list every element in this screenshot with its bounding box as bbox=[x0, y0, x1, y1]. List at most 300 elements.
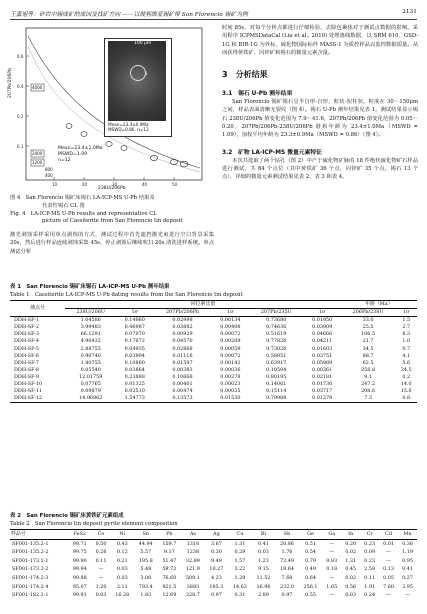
weighted-mean: Mean=23.3±0.9Ma bbox=[108, 122, 149, 127]
table-cell: 0.03864 bbox=[124, 366, 145, 373]
table-cell: 0.03 bbox=[116, 566, 128, 573]
table-cell: 99.90 bbox=[72, 557, 87, 564]
table-cell: DDH-SF-3 bbox=[14, 331, 40, 338]
column-header: Cu bbox=[236, 531, 244, 537]
table-cell: 9.17 bbox=[163, 549, 175, 556]
table-cell: 72.49 bbox=[279, 557, 294, 564]
table-cell: 0.05989 bbox=[312, 359, 333, 366]
table-row bbox=[10, 331, 417, 338]
table-cell: 99.71 bbox=[72, 540, 87, 547]
table-cell: 0.17672 bbox=[124, 338, 145, 345]
table-cell: 10.27 bbox=[209, 566, 224, 573]
table-cell: 0.41 bbox=[258, 540, 269, 547]
table-cell: 0.46987 bbox=[124, 324, 145, 331]
table-cell: 0.02510 bbox=[124, 388, 145, 395]
figure-4-caption bbox=[10, 195, 215, 226]
table-cell: 0.79988 bbox=[266, 395, 287, 402]
table-cell: 0.02868 bbox=[172, 345, 193, 352]
cl-image-inset bbox=[104, 38, 172, 137]
table-cell: 0.00134 bbox=[220, 317, 241, 324]
table-cell: 1318 bbox=[186, 540, 200, 547]
table-cell: 0.09879 bbox=[80, 388, 101, 395]
section-3-heading: 3 分析结果 bbox=[222, 70, 268, 80]
table-cell: 20.86 bbox=[279, 540, 294, 547]
table-cell: 7.3 bbox=[364, 395, 372, 402]
table-cell: — bbox=[329, 549, 335, 556]
table-row bbox=[10, 574, 417, 583]
table-cell: DDH-SF-5 bbox=[14, 345, 40, 352]
sub-header: 238U/206U bbox=[76, 309, 105, 316]
svg-text:30: 30 bbox=[112, 182, 118, 187]
table-cell: 0.13 bbox=[383, 566, 394, 573]
table-cell: DDH-SF-10 bbox=[14, 381, 43, 388]
section-3-1-text: San Florencio 锡矿锡石呈半自形-自形，粒状-短柱状，粒度在 30～150μm 之间，样品表面清晰无裂纹（图 4）。锡石 U-Pb 测年结果见表 1。测试结果显示锡石 238U/206Pb 值变化范围为 7.9～41.6，207Pb/206Pb 值变化范围为 0.05～0.20，207Pb/206Pb-238U/206Pb 谐和年龄为 23.4±1.0Ma（MSWD = 1.09），加权平均年龄为 23.3±0.9Ma（MSWD = 0.86）（图 4）。 bbox=[222, 99, 418, 139]
sub-header: 206Pb/238U bbox=[352, 309, 384, 316]
table-cell: 0.64 bbox=[305, 574, 316, 581]
table-cell: — bbox=[98, 574, 104, 581]
table-cell: 2.11 bbox=[116, 583, 128, 590]
age-label-1200: 1200 bbox=[32, 160, 43, 165]
table-1-title-cn: 表 1 San Florencio 锡矿床锡石 LA-ICP-MS U-Pb 测年结果 bbox=[10, 284, 170, 290]
table-cell: 25.5 bbox=[362, 324, 374, 331]
table-cell: 0.03909 bbox=[312, 324, 333, 331]
table-row bbox=[10, 381, 417, 388]
table-cell: 0.36 bbox=[402, 540, 413, 547]
col-age: 年龄（Ma） bbox=[341, 301, 417, 309]
table-cell: 0.00036 bbox=[220, 366, 241, 373]
table-cell: 0.2 bbox=[402, 373, 411, 380]
running-header-title: 王嘉旭等：矽岩中锡成矿的成因及找矿方向 ——以玻利维亚锡矿带 San Florencio 锡矿为例 bbox=[10, 12, 248, 18]
table-cell: 0.03751 bbox=[312, 352, 333, 359]
table-cell: 2.88755 bbox=[80, 345, 101, 352]
table-cell: 921.5 bbox=[162, 583, 177, 590]
table-cell: 0.10860 bbox=[124, 359, 145, 366]
table-cell: 16.96 bbox=[256, 583, 271, 590]
table-row bbox=[10, 583, 417, 592]
table-2-title-cn: 表 2 San Florencio 锡矿床黄铁矿元素组成 bbox=[10, 513, 124, 519]
table-cell: 0.03 bbox=[345, 592, 357, 599]
table-cell: 0.83 bbox=[326, 557, 338, 564]
table-cell: 14.0 bbox=[400, 381, 412, 388]
table-cell: — bbox=[386, 549, 391, 556]
table-cell: 0.14061 bbox=[266, 381, 287, 388]
section-3-1-heading: 3.1 锡石 U-Pb 测年结果 bbox=[222, 91, 293, 98]
table-cell: 99.94 bbox=[72, 566, 87, 573]
right-column bbox=[222, 24, 418, 182]
table-cell: 208.6 bbox=[361, 388, 376, 395]
table-row bbox=[10, 395, 417, 403]
column-header: Ni bbox=[119, 531, 126, 537]
table-cell: SF001-173.2-1 bbox=[12, 557, 49, 564]
column-header: Cd bbox=[385, 531, 392, 537]
column-header: Sb bbox=[283, 531, 291, 537]
table-cell: 1.29 bbox=[234, 574, 246, 581]
table-cell: 1.76 bbox=[281, 549, 293, 556]
sub-header: 1σ bbox=[318, 309, 326, 316]
figure-4 bbox=[8, 26, 204, 192]
table-cell: 0.50 bbox=[95, 540, 107, 547]
caption-cn-line2: 代表性锡石 CL 图 bbox=[42, 202, 85, 209]
age-label-400: 400 bbox=[45, 173, 53, 178]
table-cell: DDH-SF-4 bbox=[14, 338, 40, 345]
table-cell: 12.01759 bbox=[79, 373, 103, 380]
table-2-title-en: Table 2 San Florencio tin deposit pyrite element composition bbox=[10, 521, 178, 527]
table-cell: 793.4 bbox=[138, 583, 153, 590]
column-header: Ag bbox=[213, 531, 220, 537]
table-cell: 0.00929 bbox=[172, 331, 193, 338]
table-cell: 3.99483 bbox=[80, 324, 101, 331]
age-label-2400: 2400 bbox=[32, 151, 43, 156]
table-cell: 8.3 bbox=[402, 331, 411, 338]
table-cell: 9.49 bbox=[210, 557, 222, 564]
table-cell: 0.00072 bbox=[220, 331, 241, 338]
table-cell: 3.22 bbox=[234, 566, 246, 573]
table-cell: 0.02181 bbox=[312, 373, 333, 380]
table-cell: — bbox=[98, 566, 104, 573]
table-row bbox=[10, 591, 417, 600]
right-paragraph-1: 时间 85s，对每个分析点都进行仔细检验，去除包裹体对于测试点数据的影响。采用程序 ICPMSDataCal (Liu et al., 2010) 处理离线数据，以 SRM 610、GSD-1G 和 BIR-1G 为外标，硫化物国际标样 MASS-1 为质控样品以监控数据质量。从而获得黄铁矿、闪锌矿和锡石的微量元素含量。 bbox=[222, 25, 418, 56]
cathodoluminescence-image bbox=[108, 41, 166, 121]
table-row bbox=[10, 360, 417, 367]
table-2 bbox=[10, 529, 417, 600]
table-cell: 11.52 bbox=[256, 574, 271, 581]
table-cell: 0.74636 bbox=[266, 324, 287, 331]
table-cell: 7.60 bbox=[383, 583, 394, 590]
table-cell: 0.02 bbox=[345, 549, 357, 556]
section-3-2-heading: 3.2 矿物 LA-ICP-MS 微量元素特征 bbox=[222, 149, 322, 156]
table-cell: 195.8 bbox=[138, 557, 153, 564]
column-header: Bi bbox=[260, 531, 267, 537]
svg-text:0.2: 0.2 bbox=[17, 114, 24, 119]
table-cell: 0.7 bbox=[402, 345, 411, 352]
spot-number: 1 bbox=[145, 71, 148, 76]
caption-cn-line1: 图 4 San Florencio 锡矿床锡石 LA-ICP-MS U-Pb 结果及 bbox=[10, 195, 155, 201]
table-cell: 0.55 bbox=[305, 592, 316, 599]
table-cell: 0.12 bbox=[116, 549, 128, 556]
concordia-stats bbox=[58, 146, 103, 164]
table-cell: 0.90740 bbox=[80, 352, 101, 359]
table-cell: 18.64 bbox=[279, 566, 294, 573]
table-cell: 2.7 bbox=[402, 324, 411, 331]
table-cell: 0.05 bbox=[383, 574, 394, 581]
table-cell: 0.00023 bbox=[220, 381, 241, 388]
table-cell: 0.01116 bbox=[172, 352, 193, 359]
table-cell: 14.63 bbox=[232, 583, 247, 590]
table-cell: 0.51619 bbox=[266, 331, 287, 338]
table-row bbox=[10, 346, 417, 353]
sub-header: 1σ bbox=[403, 309, 410, 316]
table-cell: 1.20 bbox=[95, 583, 107, 590]
table-cell: 0.43 bbox=[116, 540, 128, 547]
svg-text:40: 40 bbox=[142, 182, 148, 187]
table-cell: 0.10504 bbox=[266, 366, 287, 373]
page-number: 2131 bbox=[402, 9, 417, 15]
table-cell: 3.95 bbox=[402, 583, 413, 590]
concordia-mswd: MSWD=1.09 bbox=[58, 152, 88, 157]
table-cell: 3893 bbox=[186, 583, 200, 590]
table-cell: 1.5 bbox=[402, 317, 411, 324]
table-cell: 0.24 bbox=[364, 592, 376, 599]
table-cell: DDH-SF-2 bbox=[14, 324, 40, 331]
table-cell: 0.01736 bbox=[312, 381, 333, 388]
table-cell: 0.02998 bbox=[172, 317, 193, 324]
table-cell: 5.6 bbox=[402, 359, 411, 366]
table-cell: 0.95 bbox=[402, 557, 413, 564]
table-cell: — bbox=[329, 540, 335, 547]
x-axis-label: 238U/206Pb bbox=[98, 186, 126, 191]
table-row bbox=[10, 548, 417, 557]
table-cell: DDH-SF-7 bbox=[14, 359, 40, 366]
table-cell: 0.11 bbox=[364, 574, 376, 581]
table-cell: 1.57 bbox=[234, 557, 246, 564]
table-cell: 0.00401 bbox=[172, 381, 193, 388]
table-cell: 0.00209 bbox=[220, 338, 241, 345]
table-cell: 0.54 bbox=[305, 549, 316, 556]
table-cell: 2.59 bbox=[364, 566, 376, 573]
table-cell: 258.8 bbox=[361, 366, 376, 373]
table-cell: 0.27 bbox=[402, 574, 413, 581]
table-cell: 0.20 bbox=[345, 540, 357, 547]
table-cell: 247.2 bbox=[361, 381, 376, 388]
table-cell: 185.3 bbox=[209, 583, 224, 590]
table-1-body bbox=[10, 317, 417, 403]
table-cell: 0.18 bbox=[326, 566, 338, 573]
table-cell: 24.5 bbox=[400, 366, 412, 373]
left-paragraph: 激光剥蚀采样采用单点剥蚀的方式，测试过程中首先遮挡激光束进行空白背景采集 20s，然后进行样品连续剥蚀采集 45s，停止剥蚀后继续吹扫 20s 清洗进样系统。单点测试分析 bbox=[10, 232, 214, 255]
table-cell: 0.07070 bbox=[124, 331, 145, 338]
table-cell: 15.6 bbox=[400, 388, 412, 395]
table-cell: 0.79 bbox=[305, 557, 316, 564]
sub-header: 207Pb/235U bbox=[260, 309, 292, 316]
table-row bbox=[10, 324, 417, 331]
table-row bbox=[10, 557, 417, 566]
table-cell: SF001-174.2-4 bbox=[12, 583, 49, 590]
col-spot: 测点号 bbox=[10, 301, 65, 317]
table-cell: 0.00278 bbox=[220, 373, 241, 380]
table-cell: 0.04570 bbox=[172, 338, 193, 345]
table-cell: 44.94 bbox=[138, 540, 153, 547]
table-cell: 99.91 bbox=[72, 592, 87, 599]
table-cell: 0.26 bbox=[95, 549, 107, 556]
table-cell: 2.89 bbox=[258, 592, 269, 599]
table-cell: 0.41 bbox=[402, 566, 413, 573]
table-row bbox=[10, 565, 417, 574]
table-cell: 159.7 bbox=[162, 540, 177, 547]
concordia-n: n=12 bbox=[58, 158, 71, 163]
table-cell: 1.40755 bbox=[80, 359, 101, 366]
table-cell: 12.69 bbox=[162, 592, 177, 599]
table-cell: 1.83 bbox=[140, 592, 152, 599]
table-cell: 0.04666 bbox=[312, 331, 333, 338]
table-cell: 0.00072 bbox=[220, 352, 241, 359]
column-header: Ga bbox=[328, 531, 336, 537]
table-cell: 1238 bbox=[186, 549, 200, 556]
table-cell: 0.04935 bbox=[124, 345, 145, 352]
table-cell: 0.77826 bbox=[266, 338, 287, 345]
table-cell: 4.23 bbox=[210, 574, 222, 581]
table-cell: 1.0 bbox=[402, 338, 411, 345]
table-cell: — bbox=[386, 557, 391, 564]
table-cell: 0.01597 bbox=[172, 359, 193, 366]
table-cell: 0.49 bbox=[305, 566, 316, 573]
table-cell: 32.89 bbox=[185, 557, 200, 564]
caption-en-line1: Fig. 4 LA-ICP-MS U-Pb results and representative CL bbox=[10, 210, 157, 217]
svg-text:0.6: 0.6 bbox=[17, 54, 24, 59]
table-cell: 0.15114 bbox=[266, 388, 287, 395]
table-cell: 0.09 bbox=[364, 549, 376, 556]
table-cell: 0.03 bbox=[116, 574, 128, 581]
table-cell: 0.97 bbox=[210, 592, 222, 599]
table-cell: 0.01325 bbox=[124, 381, 145, 388]
table-cell: 0.00383 bbox=[172, 366, 193, 373]
table-cell: 0.45 bbox=[345, 566, 357, 573]
table-cell: 0.07765 bbox=[80, 381, 101, 388]
table-2-header-row bbox=[10, 530, 417, 540]
table-cell: 0.01530 bbox=[220, 395, 241, 402]
age-label-4000: 4000 bbox=[32, 85, 43, 90]
table-cell: 33.0 bbox=[362, 317, 374, 324]
table-cell: 0.23 bbox=[364, 540, 376, 547]
table-cell: 0.29 bbox=[234, 549, 246, 556]
table-cell: 0.10668 bbox=[172, 373, 193, 380]
table-cell: 0.03882 bbox=[172, 324, 193, 331]
weighted-mswd: MSWD=0.86, n=12 bbox=[108, 127, 149, 133]
table-cell: 0.00059 bbox=[220, 345, 241, 352]
table-cell: 59.72 bbox=[162, 566, 177, 573]
table-cell: 88.7 bbox=[362, 352, 374, 359]
table-cell: 0.14960 bbox=[124, 317, 145, 324]
table-cell: 3.08 bbox=[140, 574, 152, 581]
analysis-spot bbox=[130, 65, 146, 81]
table-cell: 0.01 bbox=[383, 540, 394, 547]
table-1-title-en: Table 1 Cassiterite LA-ICP-MS U-Pb dating results from the San Florencio tin deposit bbox=[10, 292, 243, 298]
table-cell: 0.8 bbox=[402, 395, 411, 402]
table-cell: 0.63917 bbox=[266, 359, 287, 366]
table-cell: 0.30 bbox=[210, 549, 222, 556]
table-2-body bbox=[10, 539, 417, 600]
table-cell: 0.04211 bbox=[312, 338, 333, 345]
table-cell: 62.5 bbox=[362, 359, 374, 366]
table-cell: 1.31 bbox=[234, 540, 246, 547]
running-header bbox=[10, 7, 417, 20]
table-cell: 16.28 bbox=[115, 592, 130, 599]
table-cell: DDH-SF-12 bbox=[14, 395, 43, 402]
table-row bbox=[10, 367, 417, 374]
column-header: FeS2 bbox=[73, 531, 87, 537]
column-header: Cr bbox=[366, 531, 373, 537]
table-cell: 0.02 bbox=[345, 574, 357, 581]
table-cell: 328.7 bbox=[185, 592, 200, 599]
table-cell: 509.1 bbox=[185, 574, 200, 581]
table-cell: 99.75 bbox=[72, 549, 87, 556]
svg-text:0.4: 0.4 bbox=[17, 84, 24, 89]
table-cell: 0.00035 bbox=[220, 388, 241, 395]
table-cell: SF001-135.2-2 bbox=[12, 549, 49, 556]
table-cell: 0.01603 bbox=[312, 345, 333, 352]
table-cell: SF001-135.2-1 bbox=[12, 540, 49, 547]
sub-header: 1σ bbox=[131, 309, 138, 316]
table-cell: SF001-174.2-3 bbox=[12, 574, 49, 581]
table-cell: 0.97 bbox=[281, 592, 293, 599]
table-cell: 7.68 bbox=[281, 574, 293, 581]
table-cell: 0.21 bbox=[116, 557, 128, 564]
table-cell: 0.73026 bbox=[266, 345, 287, 352]
scale-bar-label: 100 μm bbox=[134, 41, 152, 46]
column-header: Sn bbox=[142, 531, 150, 537]
table-cell: 0.00474 bbox=[172, 388, 193, 395]
table-row bbox=[10, 338, 417, 345]
table-cell: 9.1 bbox=[364, 373, 372, 380]
table-cell: 106.5 bbox=[361, 331, 376, 338]
table-cell: 1.65 bbox=[326, 583, 338, 590]
table-cell: 0.03 bbox=[258, 549, 269, 556]
table-cell: — bbox=[405, 592, 410, 599]
table-cell: DDH-SF-11 bbox=[14, 388, 43, 395]
table-cell: 1.19 bbox=[402, 549, 413, 556]
table-1-block bbox=[10, 283, 417, 403]
table-cell: 0.05540 bbox=[80, 366, 101, 373]
table-cell: 34.5 bbox=[362, 345, 374, 352]
table-cell: 66.1291 bbox=[80, 331, 101, 338]
table-cell: 0.23888 bbox=[124, 373, 145, 380]
column-header: Co bbox=[97, 531, 105, 537]
table-cell: — bbox=[329, 574, 335, 581]
table-cell: — bbox=[386, 592, 391, 599]
table-cell: 0.03994 bbox=[124, 352, 145, 359]
table-cell: SF001-173.2-2 bbox=[12, 566, 49, 573]
table-cell: 3.67 bbox=[210, 540, 222, 547]
table-cell: 0.01278 bbox=[312, 395, 333, 402]
y-axis-label: 207Pb/206Pb bbox=[8, 68, 13, 98]
col-isotope-ratio: 同位素比值 bbox=[65, 301, 340, 309]
column-header: Ge bbox=[307, 531, 314, 537]
column-header: Mn bbox=[403, 531, 412, 537]
table-cell: DDH-SF-8 bbox=[14, 366, 40, 373]
svg-text:20: 20 bbox=[82, 182, 88, 187]
table-cell: 0.00361 bbox=[312, 366, 333, 373]
table-cell: 1.04586 bbox=[80, 317, 101, 324]
table-cell: 0.00408 bbox=[220, 324, 241, 331]
table-row bbox=[10, 353, 417, 360]
age-label-800: 800 bbox=[45, 167, 53, 172]
table-cell: 256.1 bbox=[303, 583, 318, 590]
table-cell: 0.51 bbox=[305, 540, 316, 547]
section-3-2-text: 本次共选取了两个钻孔（图 2）中产于硫化物矿脉的 18 件绝状硫化物矿石样品进行测试，共 84 个点位（其中黄铁矿 36 个点，闪锌矿 35 个点，锡石 13 个点），详细的微量元素测试结果见表 2、表 3 和表 4。 bbox=[222, 157, 418, 181]
table-cell: 76.60 bbox=[162, 574, 177, 581]
concordia-mean: Mean=23.4±1.0Ma bbox=[58, 146, 103, 151]
table-cell: 0.23 bbox=[364, 557, 376, 564]
table-cell: 0.58951 bbox=[266, 352, 287, 359]
table-cell: 0.31 bbox=[234, 592, 246, 599]
table-1 bbox=[10, 300, 417, 403]
table-cell: 99.88 bbox=[72, 574, 87, 581]
table-cell: 0.80195 bbox=[266, 373, 287, 380]
table-cell: 0.11 bbox=[95, 557, 107, 564]
table-row bbox=[10, 388, 417, 395]
table-cell: 1.23 bbox=[258, 557, 269, 564]
table-cell: 4.90432 bbox=[80, 338, 101, 345]
table-cell: 9.15 bbox=[258, 566, 269, 573]
table-cell: DDH-SF-9 bbox=[14, 373, 40, 380]
table-cell: 0.03 bbox=[95, 592, 107, 599]
table-cell: 0.73680 bbox=[266, 317, 287, 324]
table-cell: 0.03717 bbox=[312, 388, 333, 395]
weighted-mean-stats bbox=[108, 122, 149, 133]
table-row bbox=[10, 539, 417, 548]
column-header: 样品号 bbox=[11, 531, 26, 537]
table-cell: 121.9 bbox=[185, 566, 200, 573]
table-cell: — bbox=[329, 592, 335, 599]
